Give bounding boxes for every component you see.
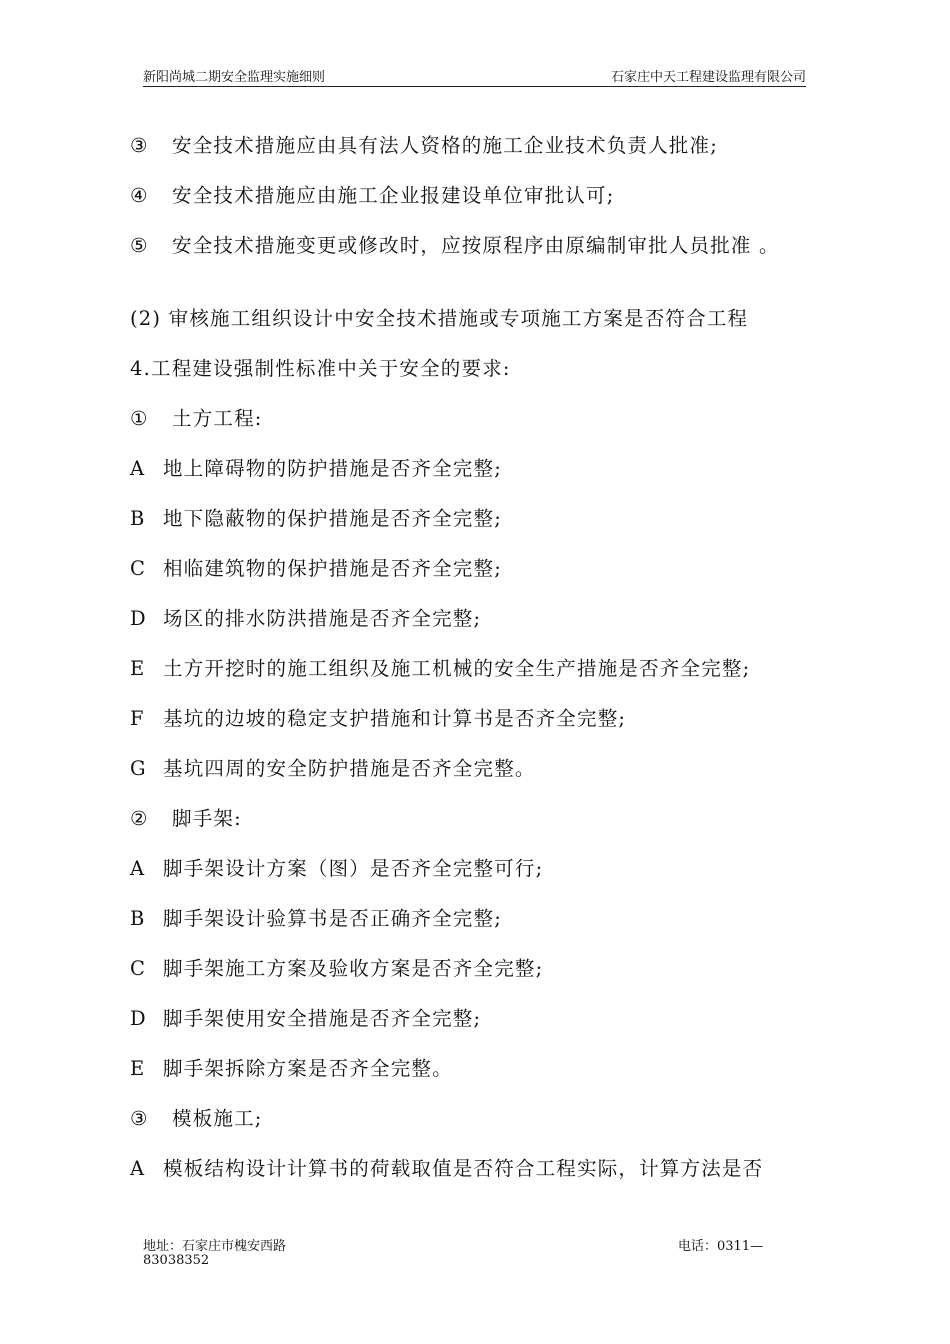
item-text: 脚手架设计验算书是否正确齐全完整; <box>163 907 502 930</box>
item-marker: ② <box>130 807 149 830</box>
item-text: 4.工程建设强制性标准中关于安全的要求: <box>130 357 511 380</box>
item-marker: A <box>130 457 146 480</box>
item-text: 基坑四周的安全防护措施是否齐全完整。 <box>163 757 536 780</box>
list-item <box>130 653 750 681</box>
item-marker: ③ <box>130 1107 149 1130</box>
list-item <box>130 903 502 931</box>
list-item <box>130 553 502 581</box>
item-text: 安全技术措施变更或修改时，应按原程序由原编制审批人员批准 。 <box>172 234 780 257</box>
list-item <box>130 503 502 531</box>
item-text: 基坑的边坡的稳定支护措施和计算书是否齐全完整; <box>163 707 627 730</box>
item-marker: A <box>130 857 146 880</box>
item-text: 安全技术措施应由具有法人资格的施工企业技术负责人批准; <box>172 134 718 157</box>
item-marker: B <box>130 507 146 530</box>
list-item <box>130 1053 453 1081</box>
subsection-heading <box>130 403 263 431</box>
item-text: 脚手架: <box>172 807 242 830</box>
footer-address: 地址：石家庄市槐安西路 <box>143 1239 287 1254</box>
item-text: 模板结构设计计算书的荷载取值是否符合工程实际，计算方法是否 <box>163 1157 764 1180</box>
footer-phone: 电话：0311— <box>678 1239 764 1254</box>
item-marker: B <box>130 907 146 930</box>
subsection-heading <box>130 803 242 831</box>
list-item <box>130 180 614 208</box>
subsection-heading <box>130 1103 263 1131</box>
list-item <box>130 453 502 481</box>
item-text: 土方开挖时的施工组织及施工机械的安全生产措施是否齐全完整; <box>163 657 751 680</box>
list-item <box>130 130 718 158</box>
header-company-name: 石家庄中天工程建设监理有限公司 <box>610 70 806 85</box>
item-marker: ⑤ <box>130 234 149 257</box>
paragraph <box>130 303 748 331</box>
item-marker: C <box>130 557 147 580</box>
list-item <box>130 230 780 258</box>
item-marker: D <box>130 607 147 630</box>
item-marker: C <box>130 957 147 980</box>
item-marker: E <box>130 657 146 680</box>
item-text: 地上障碍物的防护措施是否齐全完整; <box>163 457 502 480</box>
item-text: (2) 审核施工组织设计中安全技术措施或专项施工方案是否符合工程 <box>130 307 749 330</box>
item-marker: A <box>130 1157 146 1180</box>
item-marker: E <box>130 1057 146 1080</box>
item-marker: ④ <box>130 184 149 207</box>
list-item <box>130 1003 481 1031</box>
section-heading <box>130 353 511 381</box>
item-text: 土方工程: <box>172 407 263 430</box>
item-marker: D <box>130 1007 147 1030</box>
item-text: 模板施工; <box>172 1107 263 1130</box>
item-text: 地下隐蔽物的保护措施是否齐全完整; <box>163 507 502 530</box>
item-text: 脚手架使用安全措施是否齐全完整; <box>163 1007 482 1030</box>
item-marker: F <box>130 707 145 730</box>
item-text: 脚手架拆除方案是否齐全完整。 <box>163 1057 453 1080</box>
page-header <box>143 66 806 87</box>
item-marker: ③ <box>130 134 149 157</box>
item-text: 安全技术措施应由施工企业报建设单位审批认可; <box>172 184 615 207</box>
list-item <box>130 603 481 631</box>
list-item <box>130 953 543 981</box>
footer-address-continued: 83038352 <box>143 1253 210 1268</box>
list-item <box>130 1153 763 1181</box>
list-item <box>130 753 536 781</box>
header-doc-title: 新阳尚城二期安全监理实施细则 <box>143 70 326 85</box>
list-item <box>130 853 543 881</box>
item-marker: G <box>130 757 147 780</box>
item-text: 脚手架设计方案（图）是否齐全完整可行; <box>163 857 544 880</box>
item-text: 场区的排水防洪措施是否齐全完整; <box>163 607 482 630</box>
item-text: 相临建筑物的保护措施是否齐全完整; <box>163 557 502 580</box>
list-item <box>130 703 626 731</box>
item-text: 脚手架施工方案及验收方案是否齐全完整; <box>163 957 544 980</box>
item-marker: ① <box>130 407 149 430</box>
